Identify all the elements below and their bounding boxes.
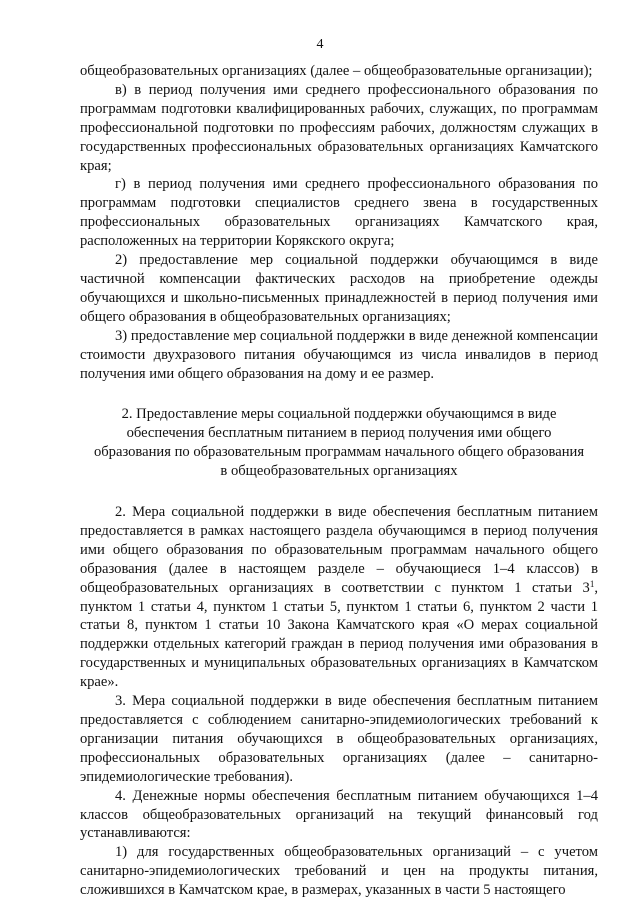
paragraph-subpoint-1: 1) для государственных общеобразовательных организаций – с учетом санитарно-эпидемиологических требований и цен на продукты питания, сложившихся в Камчатском крае, в размерах, указанных в части 5 настоящего [80, 844, 598, 899]
page-number: 4 [316, 37, 324, 52]
document-body [80, 62, 598, 900]
section-heading-line: в общеобразовательных организациях [220, 463, 458, 480]
section-heading [80, 405, 598, 481]
point-2-text: 2. Мера социальной поддержки в виде обеспечения бесплатным питанием предоставляется в рамках настоящего раздела обучающимся в период получения ими общего образования по образовательным программам начального общего образования (далее в настоящем разделе – обучающиеся 1–4 классов) в общеобразовательных организациях в соответствии с пунктом 1 статьи 3 [80, 504, 598, 596]
paragraph-item-2: 2) предоставление мер социальной поддержки обучающимся в виде частичной компенсации фактических расходов на приобретение одежды обучающихся и школьно-письменных принадлежностей в период получения ими общего образования в общеобразовательных организациях; [80, 252, 598, 325]
section-heading-line: образования по образовательным программам начального общего образования [93, 444, 585, 461]
paragraph-item-3: 3) предоставление мер социальной поддержки в виде денежной компенсации стоимости двухразового питания обучающимся из числа инвалидов в период получения ими общего образования на дому и ее размер. [80, 327, 598, 382]
paragraph-point-3: 3. Мера социальной поддержки в виде обеспечения бесплатным питанием предоставляется с соблюдением санитарно-эпидемиологических требований к организации питания обучающихся в общеобразовательных организациях, профессиональных образовательных организациях (далее – санитарно-эпидемиологические требования). [80, 693, 598, 785]
point-2-text-continued: , пунктом 1 статьи 4, пунктом 1 статьи 5, пунктом 1 статьи 6, пунктом 2 части 1 статьи 8, пунктом 1 статьи 10 Закона Камчатского края «О мерах социальной поддержки отдельных категорий граждан в период получения ими образования в государственных и муниципальных образовательных организациях в Камчатском крае». [80, 579, 598, 691]
paragraph-point-4: 4. Денежные нормы обеспечения бесплатным питанием обучающихся 1–4 классов общеобразовательных организаций на текущий финансовый год устанавливаются: [80, 787, 598, 842]
section-heading-line: 2. Предоставление меры социальной поддержки обучающимся в виде [121, 406, 557, 423]
paragraph-continuation: общеобразовательных организациях (далее – общеобразовательные организации); [80, 63, 593, 79]
superscript-mark: 1 [589, 578, 595, 589]
paragraph-point-2 [80, 503, 598, 692]
section-heading-line: обеспечения бесплатным питанием в период получения ими общего [126, 425, 552, 442]
paragraph-item-v: в) в период получения ими среднего профессионального образования по программам подготовки квалифицированных рабочих, служащих, по программам профессиональной подготовки по профессиям рабочих, должностям служащих в государственных профессиональных образовательных организациях Камчатского края; [80, 81, 598, 174]
paragraph-item-g: г) в период получения ими среднего профессионального образования по программам подготовки специалистов среднего звена в государственных профессиональных образовательных организациях Камчатского края, расположенных на территории Корякского округа; [80, 176, 598, 250]
